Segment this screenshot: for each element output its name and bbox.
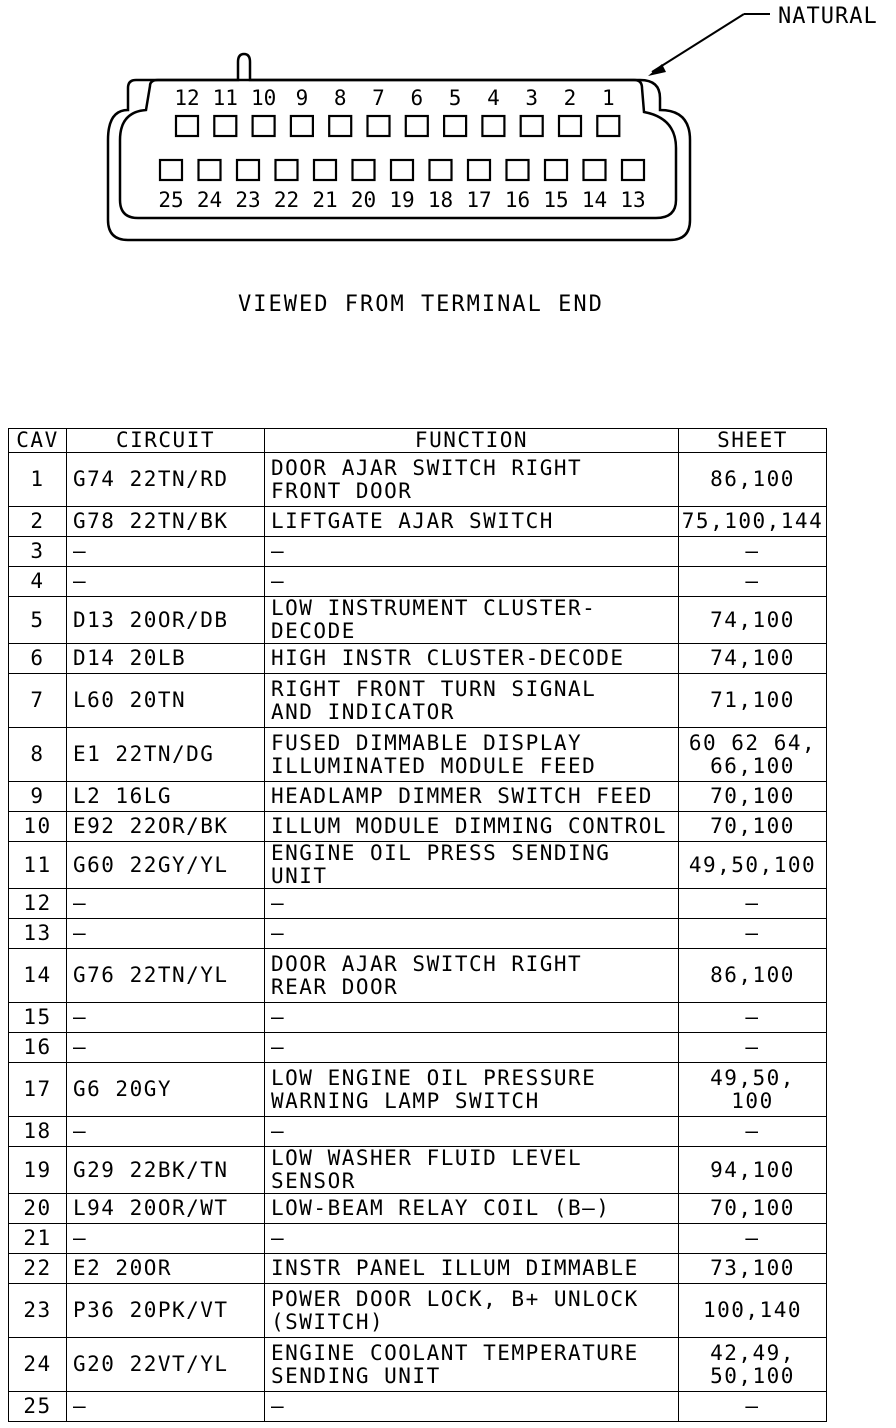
sheet-line: 86,100 (710, 963, 795, 987)
function-cell (265, 1224, 679, 1254)
pin-cavity-10 (253, 116, 275, 136)
sheet-cell (679, 782, 827, 812)
sheet-line: 70,100 (710, 1196, 795, 1220)
pin-number-18: 18 (427, 188, 454, 212)
sheet-line: — (745, 539, 760, 563)
sheet-line: — (745, 1394, 760, 1418)
function-line: — (271, 1035, 286, 1059)
function-line: DOOR AJAR SWITCH RIGHT (271, 455, 583, 480)
pin-number-5: 5 (448, 86, 462, 110)
sheet-cell (679, 1392, 827, 1422)
cav-cell: 18 (9, 1117, 67, 1147)
pin-number-21: 21 (312, 188, 338, 212)
circuit-cell: — (67, 1117, 265, 1147)
function-cell (265, 537, 679, 567)
cav-cell: 1 (9, 453, 67, 507)
cav-cell: 2 (9, 507, 67, 537)
table-row (9, 728, 827, 782)
function-cell (265, 889, 679, 919)
circuit-cell: — (67, 1033, 265, 1063)
function-line: FRONT DOOR (271, 478, 413, 503)
sheet-cell (679, 919, 827, 949)
function-line: HEADLAMP DIMMER SWITCH FEED (271, 784, 653, 808)
table-row (9, 1117, 827, 1147)
pin-cavity-19 (391, 160, 413, 180)
sheet-line: 73,100 (710, 1256, 795, 1280)
function-line: — (271, 1005, 286, 1029)
cav-cell: 25 (9, 1392, 67, 1422)
pin-number-7: 7 (372, 86, 385, 110)
sheet-line: 71,100 (710, 688, 795, 712)
cav-cell: 5 (9, 597, 67, 644)
sheet-line: 42,49, (710, 1340, 795, 1365)
function-cell (265, 812, 679, 842)
pin-cavity-1 (597, 116, 619, 136)
pin-cavity-4 (482, 116, 504, 136)
function-line: FUSED DIMMABLE DISPLAY (271, 730, 583, 755)
function-cell (265, 1338, 679, 1392)
header-cav: CAV (9, 429, 67, 453)
sheet-line: — (745, 1005, 760, 1029)
table-row (9, 1194, 827, 1224)
pin-number-17: 17 (466, 188, 492, 212)
function-cell (265, 1117, 679, 1147)
sheet-line: 70,100 (710, 784, 795, 808)
pin-number-11: 11 (212, 86, 238, 110)
sheet-line: — (745, 1119, 760, 1143)
sheet-line: — (745, 1035, 760, 1059)
pin-number-25: 25 (158, 188, 184, 212)
function-cell (265, 1254, 679, 1284)
function-cell (265, 949, 679, 1003)
table-row (9, 1063, 827, 1117)
circuit-cell: — (67, 567, 265, 597)
sheet-line: — (745, 891, 760, 915)
header-function: FUNCTION (265, 429, 679, 453)
table-row (9, 842, 827, 889)
circuit-cell: E2 20OR (67, 1254, 265, 1284)
pin-cavity-18 (430, 160, 452, 180)
table-row (9, 453, 827, 507)
pin-cavity-15 (545, 160, 567, 180)
pin-number-13: 13 (620, 188, 646, 212)
sheet-cell (679, 597, 827, 644)
table-row (9, 1254, 827, 1284)
circuit-cell: — (67, 1392, 265, 1422)
pin-cavity-12 (176, 116, 198, 136)
header-sheet: SHEET (679, 429, 827, 453)
function-line: RIGHT FRONT TURN SIGNAL (271, 676, 597, 701)
sheet-cell (679, 949, 827, 1003)
viewed-from-label: VIEWED FROM TERMINAL END (238, 292, 604, 317)
circuit-cell: G29 22BK/TN (67, 1147, 265, 1194)
pin-cavity-22 (276, 160, 298, 180)
pin-number-22: 22 (273, 188, 300, 212)
function-line: POWER DOOR LOCK, B+ UNLOCK (271, 1286, 639, 1311)
table-row (9, 1284, 827, 1338)
sheet-line: 50,100 (710, 1363, 795, 1388)
pin-number-1: 1 (601, 86, 615, 110)
pin-number-9: 9 (295, 86, 309, 110)
table-row (9, 597, 827, 644)
sheet-line: — (745, 569, 760, 593)
cav-cell: 21 (9, 1224, 67, 1254)
pin-cavity-23 (237, 160, 259, 180)
table-row (9, 1033, 827, 1063)
pin-number-8: 8 (333, 86, 347, 110)
sheet-line: 49,50, (710, 1065, 795, 1090)
circuit-cell: L2 16LG (67, 782, 265, 812)
pin-number-10: 10 (250, 86, 277, 110)
circuit-cell: — (67, 537, 265, 567)
function-line: — (271, 569, 286, 593)
sheet-line: 94,100 (710, 1157, 795, 1182)
sheet-line: 74,100 (710, 607, 795, 632)
sheet-cell (679, 728, 827, 782)
function-cell (265, 674, 679, 728)
table-row (9, 889, 827, 919)
cav-cell: 10 (9, 812, 67, 842)
sheet-cell (679, 842, 827, 889)
sheet-cell (679, 1224, 827, 1254)
function-line: — (271, 539, 286, 563)
circuit-cell: G6 20GY (67, 1063, 265, 1117)
function-cell (265, 782, 679, 812)
function-line: — (271, 1119, 286, 1143)
table-row (9, 1224, 827, 1254)
pin-cavity-9 (291, 116, 313, 136)
table-row (9, 1392, 827, 1422)
function-cell (265, 644, 679, 674)
circuit-cell: E1 22TN/DG (67, 728, 265, 782)
pin-cavity-24 (199, 160, 221, 180)
sheet-cell (679, 644, 827, 674)
function-line: ILLUM MODULE DIMMING CONTROL (271, 814, 668, 838)
function-cell (265, 1284, 679, 1338)
pin-number-4: 4 (487, 86, 500, 110)
function-cell (265, 1033, 679, 1063)
sheet-cell (679, 674, 827, 728)
cav-cell: 8 (9, 728, 67, 782)
function-line: ILLUMINATED MODULE FEED (271, 753, 597, 778)
sheet-cell (679, 507, 827, 537)
circuit-cell: — (67, 1224, 265, 1254)
circuit-cell: G74 22TN/RD (67, 453, 265, 507)
function-line: REAR DOOR (271, 974, 399, 999)
pin-number-6: 6 (410, 86, 424, 110)
function-line: — (271, 921, 286, 945)
table-row (9, 1147, 827, 1194)
function-line: WARNING LAMP SWITCH (271, 1088, 540, 1113)
pin-number-3: 3 (525, 86, 539, 110)
sheet-cell (679, 812, 827, 842)
function-line: LOW-BEAM RELAY COIL (B—) (271, 1196, 611, 1220)
pin-number-12: 12 (174, 86, 200, 110)
function-line: — (271, 1226, 286, 1250)
sheet-cell (679, 1338, 827, 1392)
cav-cell: 13 (9, 919, 67, 949)
table-row (9, 782, 827, 812)
function-cell (265, 1392, 679, 1422)
circuit-cell: — (67, 889, 265, 919)
function-cell (265, 453, 679, 507)
pin-cavity-20 (353, 160, 375, 180)
cav-cell: 12 (9, 889, 67, 919)
cav-cell: 9 (9, 782, 67, 812)
cav-cell: 19 (9, 1147, 67, 1194)
table-row (9, 919, 827, 949)
sheet-line: 75,100,144 (681, 509, 824, 533)
cav-cell: 15 (9, 1003, 67, 1033)
circuit-cell: G60 22GY/YL (67, 842, 265, 889)
function-line: ENGINE OIL PRESS SENDING UNIT (271, 841, 611, 888)
cav-cell: 20 (9, 1194, 67, 1224)
table-header-row (9, 429, 827, 453)
pin-cavity-5 (444, 116, 466, 136)
function-line: — (271, 891, 286, 915)
function-cell (265, 842, 679, 889)
header-circuit: CIRCUIT (67, 429, 265, 453)
circuit-cell: D13 20OR/DB (67, 597, 265, 644)
table-row (9, 537, 827, 567)
function-line: INSTR PANEL ILLUM DIMMABLE (271, 1256, 639, 1280)
sheet-cell (679, 1003, 827, 1033)
function-cell (265, 1147, 679, 1194)
table-row (9, 1003, 827, 1033)
function-line: HIGH INSTR CLUSTER-DECODE (271, 646, 625, 670)
circuit-cell: D14 20LB (67, 644, 265, 674)
cav-cell: 17 (9, 1063, 67, 1117)
function-cell (265, 567, 679, 597)
function-cell (265, 919, 679, 949)
sheet-line: 66,100 (710, 753, 795, 778)
natural-arrow-line (652, 14, 744, 72)
function-line: DOOR AJAR SWITCH RIGHT (271, 951, 583, 976)
cav-cell: 4 (9, 567, 67, 597)
pin-number-15: 15 (543, 188, 569, 212)
pin-cavity-21 (314, 160, 336, 180)
connector-housing (108, 54, 690, 240)
function-line: — (271, 1394, 286, 1418)
table-row (9, 1338, 827, 1392)
sheet-cell (679, 453, 827, 507)
sheet-line: 70,100 (710, 814, 795, 838)
pin-cavity-14 (584, 160, 606, 180)
pin-cavity-17 (468, 160, 490, 180)
circuit-cell: — (67, 1003, 265, 1033)
function-line: LIFTGATE AJAR SWITCH (271, 509, 554, 533)
sheet-line: 86,100 (710, 467, 795, 491)
cav-cell: 7 (9, 674, 67, 728)
table-row (9, 674, 827, 728)
pin-cavity-6 (406, 116, 428, 136)
sheet-cell (679, 537, 827, 567)
pin-number-2: 2 (563, 86, 577, 110)
table-row (9, 812, 827, 842)
sheet-line: — (745, 1226, 760, 1250)
sheet-cell (679, 1284, 827, 1338)
circuit-cell: L60 20TN (67, 674, 265, 728)
pin-number-14: 14 (581, 188, 608, 212)
circuit-cell: P36 20PK/VT (67, 1284, 265, 1338)
pinout-table (8, 428, 827, 1422)
pin-cavity-13 (622, 160, 644, 180)
cav-cell: 16 (9, 1033, 67, 1063)
sheet-cell (679, 1033, 827, 1063)
connector-diagram (0, 0, 896, 280)
cav-cell: 3 (9, 537, 67, 567)
function-cell (265, 728, 679, 782)
pin-number-23: 23 (235, 188, 261, 212)
sheet-line: 60 62 64, (688, 730, 817, 755)
pin-number-24: 24 (196, 188, 223, 212)
sheet-cell (679, 567, 827, 597)
sheet-cell (679, 1147, 827, 1194)
cav-cell: 22 (9, 1254, 67, 1284)
circuit-cell: G78 22TN/BK (67, 507, 265, 537)
cav-cell: 6 (9, 644, 67, 674)
table-row (9, 507, 827, 537)
function-cell (265, 597, 679, 644)
circuit-cell: L94 20OR/WT (67, 1194, 265, 1224)
cav-cell: 23 (9, 1284, 67, 1338)
function-line: ENGINE COOLANT TEMPERATURE (271, 1340, 639, 1365)
pin-number-20: 20 (350, 188, 377, 212)
circuit-cell: G76 22TN/YL (67, 949, 265, 1003)
pin-cavity-2 (559, 116, 581, 136)
table-row (9, 949, 827, 1003)
pin-cavity-11 (214, 116, 236, 136)
sheet-line: — (745, 921, 760, 945)
function-cell (265, 1063, 679, 1117)
sheet-line: 74,100 (710, 646, 795, 670)
function-line: SENDING UNIT (271, 1363, 441, 1388)
sheet-cell (679, 1063, 827, 1117)
function-line: AND INDICATOR (271, 699, 455, 724)
pin-cavity-25 (160, 160, 182, 180)
table-row (9, 567, 827, 597)
function-cell (265, 1003, 679, 1033)
sheet-cell (679, 1254, 827, 1284)
natural-label: NATURAL (778, 4, 878, 29)
pin-cavity-7 (368, 116, 390, 136)
sheet-cell (679, 889, 827, 919)
cav-cell: 24 (9, 1338, 67, 1392)
pin-number-19: 19 (389, 188, 415, 212)
pin-cavity-16 (507, 160, 529, 180)
function-line: LOW INSTRUMENT CLUSTER-DECODE (271, 596, 597, 643)
pin-cavity-8 (329, 116, 351, 136)
table-row (9, 644, 827, 674)
circuit-cell: E92 22OR/BK (67, 812, 265, 842)
cav-cell: 11 (9, 842, 67, 889)
circuit-cell: — (67, 919, 265, 949)
function-line: LOW WASHER FLUID LEVEL SENSOR (271, 1146, 583, 1193)
pin-number-16: 16 (504, 188, 531, 212)
pin-cavity-3 (521, 116, 543, 136)
function-line: LOW ENGINE OIL PRESSURE (271, 1065, 597, 1090)
function-cell (265, 507, 679, 537)
sheet-line: 49,50,100 (688, 852, 817, 877)
circuit-cell: G20 22VT/YL (67, 1338, 265, 1392)
sheet-line: 100,140 (702, 1298, 802, 1322)
sheet-cell (679, 1117, 827, 1147)
cav-cell: 14 (9, 949, 67, 1003)
function-line: (SWITCH) (271, 1309, 385, 1334)
sheet-line: 100 (731, 1088, 774, 1113)
function-cell (265, 1194, 679, 1224)
sheet-cell (679, 1194, 827, 1224)
